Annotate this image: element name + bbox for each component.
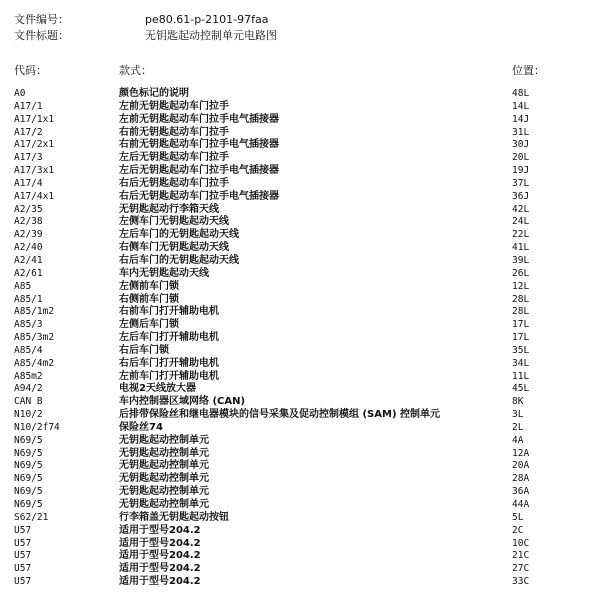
row-code: A85 — [14, 280, 32, 292]
column-header-position: 位置： — [512, 64, 545, 77]
row-code: N69/5 — [14, 434, 43, 446]
row-code: U57 — [14, 576, 32, 588]
row-description: 右前无钥匙起动车门拉手 — [119, 126, 229, 138]
row-position: 37L — [512, 177, 530, 189]
row-description: 无钥匙起动控制单元 — [119, 434, 209, 446]
row-code: A17/2 — [14, 126, 43, 138]
row-code: U57 — [14, 524, 32, 536]
table-row — [0, 255, 600, 268]
row-position: 31L — [512, 126, 530, 138]
table-row — [0, 178, 600, 191]
row-position: 28L — [512, 306, 530, 318]
column-header-code: 代码： — [14, 64, 47, 77]
row-position: 5L — [512, 511, 524, 523]
row-code: A85/3m2 — [14, 332, 55, 344]
row-code: A2/41 — [14, 254, 43, 266]
row-code: A0 — [14, 88, 26, 99]
row-code: A17/2x1 — [14, 139, 55, 151]
row-code: A17/1x1 — [14, 113, 55, 125]
table-row — [0, 371, 600, 384]
row-position: 17L — [512, 319, 530, 331]
table-row — [0, 191, 600, 204]
table-row — [0, 127, 600, 140]
row-position: 34L — [512, 357, 530, 369]
row-code: A94/2 — [14, 383, 43, 395]
row-description: 后排带保险丝和继电器模块的信号采集及促动控制模组 (SAM) 控制单元 — [119, 409, 440, 421]
row-description: 行李箱盖无钥匙起动按钮 — [119, 511, 229, 523]
table-row — [0, 101, 600, 114]
table-row — [0, 409, 600, 422]
row-description: 右后无钥匙起动车门拉手电气插接器 — [119, 190, 279, 202]
row-code: N10/2 — [14, 409, 43, 421]
row-position: 36J — [512, 190, 530, 202]
row-description: 右侧前车门锁 — [119, 293, 179, 305]
table-row — [0, 294, 600, 307]
table-row — [0, 88, 600, 101]
row-description: 右后车门打开辅助电机 — [119, 357, 219, 369]
row-description: 右前无钥匙起动车门拉手电气插接器 — [119, 139, 279, 151]
table-row — [0, 281, 600, 294]
row-position: 30J — [512, 139, 530, 151]
row-position: 28A — [512, 473, 530, 485]
row-description: 右后无钥匙起动车门拉手 — [119, 177, 229, 189]
table-row — [0, 139, 600, 152]
row-code: CAN B — [14, 396, 43, 408]
doc-number-value: pe80.61-p-2101-97faa — [145, 13, 269, 26]
table-row — [0, 435, 600, 448]
row-code: N69/5 — [14, 460, 43, 472]
table-row — [0, 242, 600, 255]
row-position: 12L — [512, 280, 530, 292]
table-row — [0, 319, 600, 332]
row-description: 车内控制器区域网络 (CAN) — [119, 396, 246, 408]
table-row — [0, 576, 600, 589]
table-row — [0, 152, 600, 165]
column-header-description: 款式： — [119, 64, 152, 77]
row-description: 无钥匙起动控制单元 — [119, 486, 209, 498]
row-position: 20A — [512, 460, 530, 472]
row-position: 42L — [512, 203, 530, 215]
row-position: 14L — [512, 100, 530, 112]
row-description: 左前车门打开辅助电机 — [119, 370, 219, 382]
row-description: 适用于型号204.2 — [119, 576, 201, 588]
row-code: U57 — [14, 563, 32, 575]
row-code: A85/4m2 — [14, 357, 55, 369]
doc-title-label: 文件标题： — [14, 29, 69, 42]
row-description: 左后车门打开辅助电机 — [119, 332, 219, 344]
table-row — [0, 306, 600, 319]
row-code: N69/5 — [14, 486, 43, 498]
row-code: A2/35 — [14, 203, 43, 215]
row-description: 左前无钥匙起动车门拉手电气插接器 — [119, 113, 279, 125]
row-position: 8K — [512, 396, 524, 408]
table-row — [0, 345, 600, 358]
row-position: 10C — [512, 537, 530, 549]
row-position: 36A — [512, 486, 530, 498]
row-position: 27C — [512, 563, 530, 575]
table-row — [0, 550, 600, 563]
row-description: 适用于型号204.2 — [119, 550, 201, 562]
table-row — [0, 165, 600, 178]
row-position: 14J — [512, 113, 530, 125]
row-code: A17/4x1 — [14, 190, 55, 202]
row-description: 适用于型号204.2 — [119, 537, 201, 549]
table-row — [0, 268, 600, 281]
row-code: A17/1 — [14, 100, 43, 112]
row-position: 33C — [512, 576, 530, 588]
row-description: 右后车门的无钥匙起动天线 — [119, 254, 239, 266]
row-code: A85/4 — [14, 344, 43, 356]
table-row — [0, 114, 600, 127]
row-position: 2C — [512, 524, 524, 536]
row-code: U57 — [14, 537, 32, 549]
row-position: 24L — [512, 216, 530, 228]
table-row — [0, 332, 600, 345]
row-description: 右后车门锁 — [119, 344, 169, 356]
row-position: 45L — [512, 383, 530, 395]
table-row — [0, 358, 600, 371]
table-row — [0, 229, 600, 242]
row-position: 22L — [512, 229, 530, 241]
row-code: A17/3x1 — [14, 165, 55, 177]
row-position: 4A — [512, 434, 524, 446]
row-code: N10/2f74 — [14, 421, 60, 433]
table-row — [0, 216, 600, 229]
row-position: 3L — [512, 409, 524, 421]
row-description: 右前车门打开辅助电机 — [119, 306, 219, 318]
row-position: 44A — [512, 499, 530, 510]
row-description: 适用于型号204.2 — [119, 524, 201, 536]
row-code: A2/38 — [14, 216, 43, 228]
row-description: 电视2天线放大器 — [119, 383, 196, 395]
row-description: 无钥匙起动控制单元 — [119, 473, 209, 485]
row-code: A17/4 — [14, 177, 43, 189]
table-row — [0, 204, 600, 217]
row-position: 39L — [512, 254, 530, 266]
table-row — [0, 383, 600, 396]
row-code: A85m2 — [14, 370, 43, 382]
row-description: 左后无钥匙起动车门拉手电气插接器 — [119, 165, 279, 177]
row-description: 保险丝74 — [119, 421, 163, 433]
row-code: U57 — [14, 550, 32, 562]
row-position: 2L — [512, 421, 524, 433]
row-position: 26L — [512, 267, 530, 279]
row-description: 左侧前车门锁 — [119, 280, 179, 292]
table-row — [0, 499, 600, 512]
row-position: 11L — [512, 370, 530, 382]
row-description: 颜色标记的说明 — [119, 88, 189, 99]
row-code: A17/3 — [14, 152, 43, 164]
row-code: N69/5 — [14, 473, 43, 485]
row-position: 21C — [512, 550, 530, 562]
doc-title-value: 无钥匙起动控制单元电路图 — [145, 29, 277, 42]
row-position: 35L — [512, 344, 530, 356]
row-description: 左后无钥匙起动车门拉手 — [119, 152, 229, 164]
table-row — [0, 563, 600, 576]
table-row — [0, 448, 600, 461]
row-code: A2/39 — [14, 229, 43, 241]
row-position: 19J — [512, 165, 530, 177]
table-row — [0, 486, 600, 499]
row-code: N69/5 — [14, 447, 43, 459]
row-position: 48L — [512, 88, 530, 99]
table-row — [0, 422, 600, 435]
row-position: 28L — [512, 293, 530, 305]
row-description: 左后车门的无钥匙起动天线 — [119, 229, 239, 241]
row-description: 无钥匙起动控制单元 — [119, 447, 209, 459]
table-row — [0, 473, 600, 486]
row-code: N69/5 — [14, 499, 43, 510]
row-description: 左前无钥匙起动车门拉手 — [119, 100, 229, 112]
row-position: 41L — [512, 242, 530, 254]
row-position: 17L — [512, 332, 530, 344]
table-row — [0, 512, 600, 525]
row-position: 12A — [512, 447, 530, 459]
row-description: 无钥匙起动行李箱天线 — [119, 203, 219, 215]
row-code: S62/21 — [14, 511, 49, 523]
row-code: A2/40 — [14, 242, 43, 254]
row-description: 车内无钥匙起动天线 — [119, 267, 209, 279]
component-list — [0, 88, 600, 589]
row-code: A85/1 — [14, 293, 43, 305]
table-row — [0, 460, 600, 473]
row-position: 20L — [512, 152, 530, 164]
row-description: 右侧车门无钥匙起动天线 — [119, 242, 229, 254]
row-description: 无钥匙起动控制单元 — [119, 499, 209, 510]
row-description: 无钥匙起动控制单元 — [119, 460, 209, 472]
table-row — [0, 525, 600, 538]
doc-number-label: 文件编号： — [14, 13, 69, 26]
row-code: A2/61 — [14, 267, 43, 279]
row-description: 左侧车门无钥匙起动天线 — [119, 216, 229, 228]
row-code: A85/1m2 — [14, 306, 55, 318]
row-description: 左侧后车门锁 — [119, 319, 179, 331]
table-row — [0, 538, 600, 551]
row-code: A85/3 — [14, 319, 43, 331]
row-description: 适用于型号204.2 — [119, 563, 201, 575]
table-row — [0, 396, 600, 409]
